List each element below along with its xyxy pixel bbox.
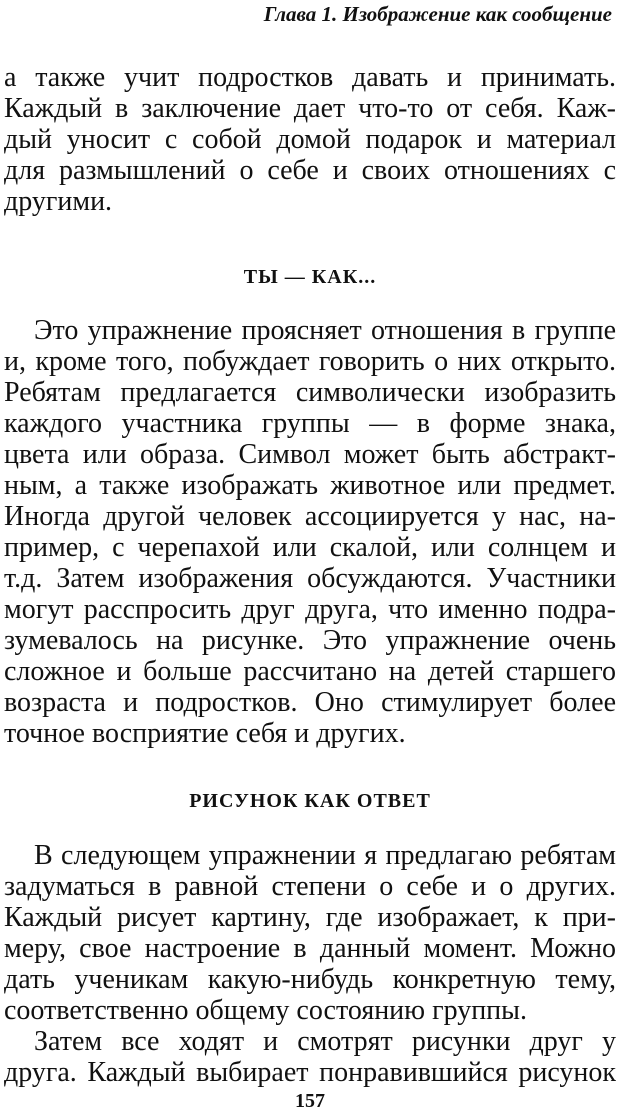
text-line: точное восприятие себя и других.	[4, 718, 406, 749]
text-line: меру, свое настроение в данный момент. Можно	[4, 933, 616, 964]
text-line: могут расспросить друг друга, что именно подра-	[4, 594, 616, 625]
section2-paragraph	[4, 840, 616, 1088]
text-line: для размышлений о себе и своих отношениях с	[4, 155, 616, 186]
text-line: зумевалось на рисунке. Это упражнение очень	[4, 625, 616, 656]
text-line: дый уносит с собой домой подарок и материал	[4, 124, 616, 155]
text-line: возраста и подростков. Оно стимулирует более	[4, 687, 616, 718]
intro-paragraph	[4, 62, 616, 217]
text-line: Иногда другой человек ассоциируется у нас, на-	[4, 501, 616, 532]
text-line: ным, а также изображать животное или предмет.	[4, 470, 616, 501]
text-line: другими.	[4, 186, 113, 217]
page-number: 157	[295, 1090, 325, 1112]
text-line: а также учит подростков давать и принимать.	[4, 62, 616, 93]
section-heading: ТЫ — КАК...	[243, 266, 377, 288]
text-line: цвета или образа. Символ может быть абстракт-	[4, 439, 616, 470]
text-line: и, кроме того, побуждает говорить о них открыто.	[4, 346, 616, 377]
text-line: пример, с черепахой или скалой, или солнцем и	[4, 532, 616, 563]
text-line: Каждый рисует картину, где изображает, к при-	[4, 902, 616, 933]
text-line: т.д. Затем изображения обсуждаются. Участники	[4, 563, 616, 594]
text-line: Каждый в заключение дает что-то от себя. Каж-	[4, 93, 616, 124]
text-line: Это упражнение проясняет отношения в группе	[34, 315, 616, 346]
text-line: сложное и больше рассчитано на детей старшего	[4, 656, 616, 687]
running-head: Глава 1. Изображение как сообщение	[263, 2, 612, 26]
text-line: Затем все ходят и смотрят рисунки друг у	[34, 1026, 616, 1057]
text-line: дать ученикам какую-нибудь конкретную тему,	[4, 964, 616, 995]
section1-paragraph	[4, 315, 616, 749]
text-line: соответственно общему состоянию группы.	[4, 995, 527, 1026]
text-line: друга. Каждый выбирает понравившийся рисунок	[4, 1057, 616, 1088]
text-line: Ребятам предлагается символически изобразить	[4, 377, 616, 408]
text-line: каждого участника группы — в форме знака,	[4, 408, 616, 439]
text-line: В следующем упражнении я предлагаю ребятам	[34, 840, 616, 871]
section-heading: РИСУНОК КАК ОТВЕТ	[189, 790, 431, 812]
text-line: задуматься в равной степени о себе и о других.	[4, 871, 616, 902]
